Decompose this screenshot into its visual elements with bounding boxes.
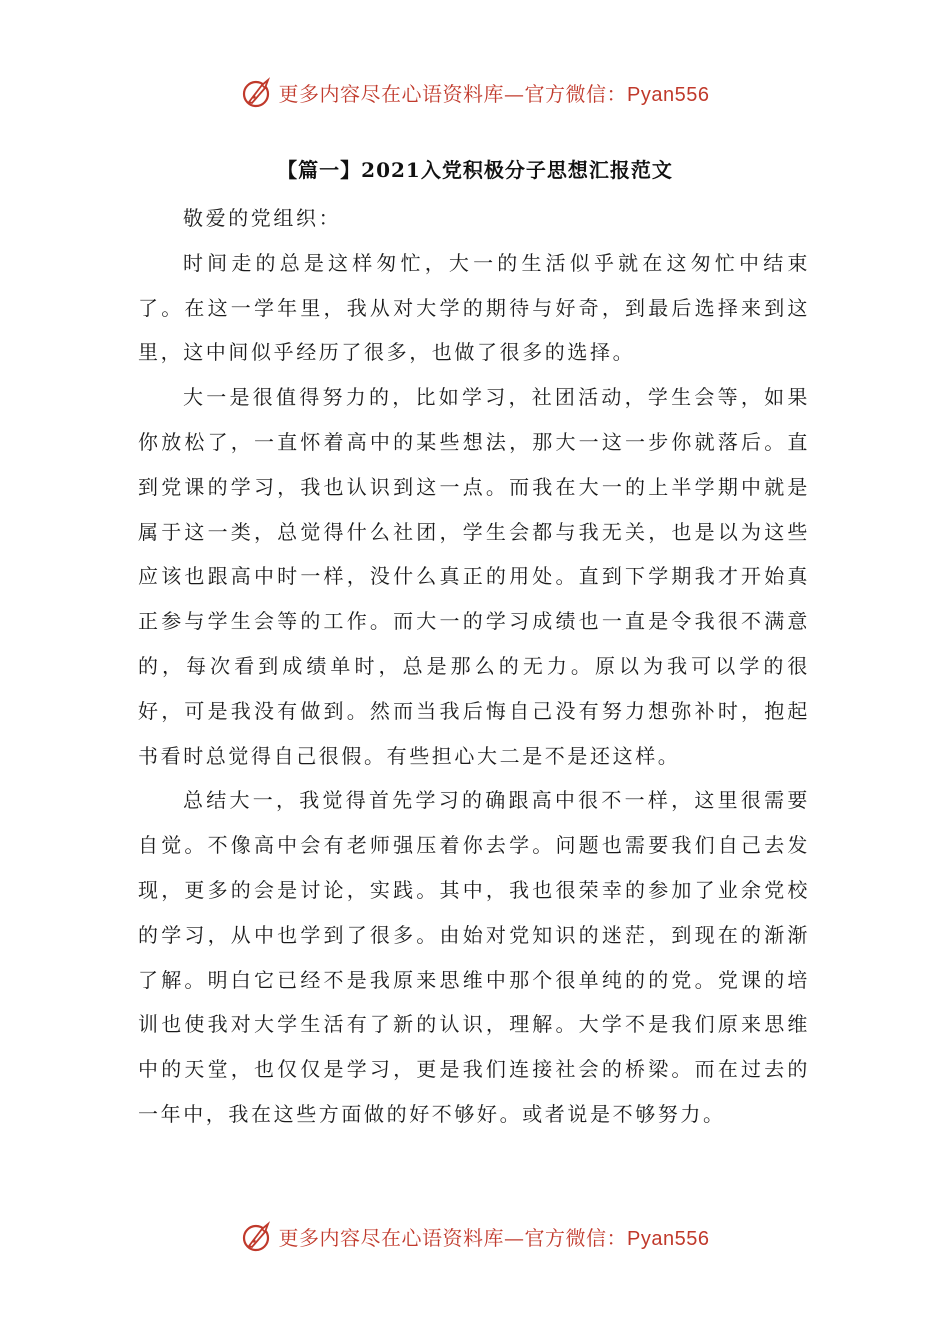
paragraph: 时间走的总是这样匆忙，大一的生活似乎就在这匆忙中结束了。在这一学年里，我从对大学的期待与好奇，到最后选择来到这里，这中间似乎经历了很多，也做了很多的选择。	[138, 250, 810, 365]
footer-site-text: 更多内容尽在心语资料库	[278, 1225, 505, 1250]
footer-contact-label: 官方微信：	[524, 1225, 628, 1250]
pen-nib-logo-icon	[241, 1219, 275, 1253]
pen-nib-logo-icon	[241, 75, 275, 109]
header-contact-id: Pyan556	[627, 83, 710, 106]
paragraph: 大一是很值得努力的，比如学习，社团活动，学生会等，如果你放松了，一直怀着高中的某些想法，那大一这一步你就落后。直到党课的学习，我也认识到这一点。而我在大一的上半学期中就是属于这一类，总觉得什么社团，学生会都与我无关，也是以为这些应该也跟高中时一样，没什么真正的用处。直到下学期我才开始真正参与学生会等的工作。而大一的学习成绩也一直是令我很不满意的，每次看到成绩单时，总是那么的无力。原以为我可以学的很好，可是我没有做到。然而当我后悔自己没有努力想弥补时，抱起书看时总觉得自己很假。有些担心大二是不是还这样。	[138, 385, 810, 768]
salutation: 敬爱的党组织：	[183, 206, 342, 230]
header-banner	[0, 72, 950, 112]
footer-banner	[0, 1216, 950, 1256]
header-contact-label: 官方微信：	[524, 81, 628, 106]
document-body	[138, 196, 810, 1137]
header-site-text: 更多内容尽在心语资料库	[278, 81, 505, 106]
paragraph: 总结大一，我觉得首先学习的确跟高中很不一样，这里很需要自觉。不像高中会有老师强压着你去学。问题也需要我们自己去发现，更多的会是讨论，实践。其中，我也很荣幸的参加了业余党校的学习，从中也学到了很多。由始对党知识的迷茫，到现在的渐渐了解。明白它已经不是我原来思维中那个很单纯的的党。党课的培训也使我对大学生活有了新的认识，理解。大学不是我们原来思维中的天堂，也仅仅是学习，更是我们连接社会的桥梁。而在过去的一年中，我在这些方面做的好不够好。或者说是不够努力。	[138, 788, 810, 1126]
document-title: 【篇一】2021入党积极分子思想汇报范文	[277, 158, 673, 182]
footer-banner-text	[279, 1222, 710, 1251]
footer-contact-id: Pyan556	[627, 1227, 710, 1250]
header-banner-text	[279, 78, 710, 107]
header-separator: —	[504, 81, 525, 106]
footer-separator: —	[504, 1225, 525, 1250]
